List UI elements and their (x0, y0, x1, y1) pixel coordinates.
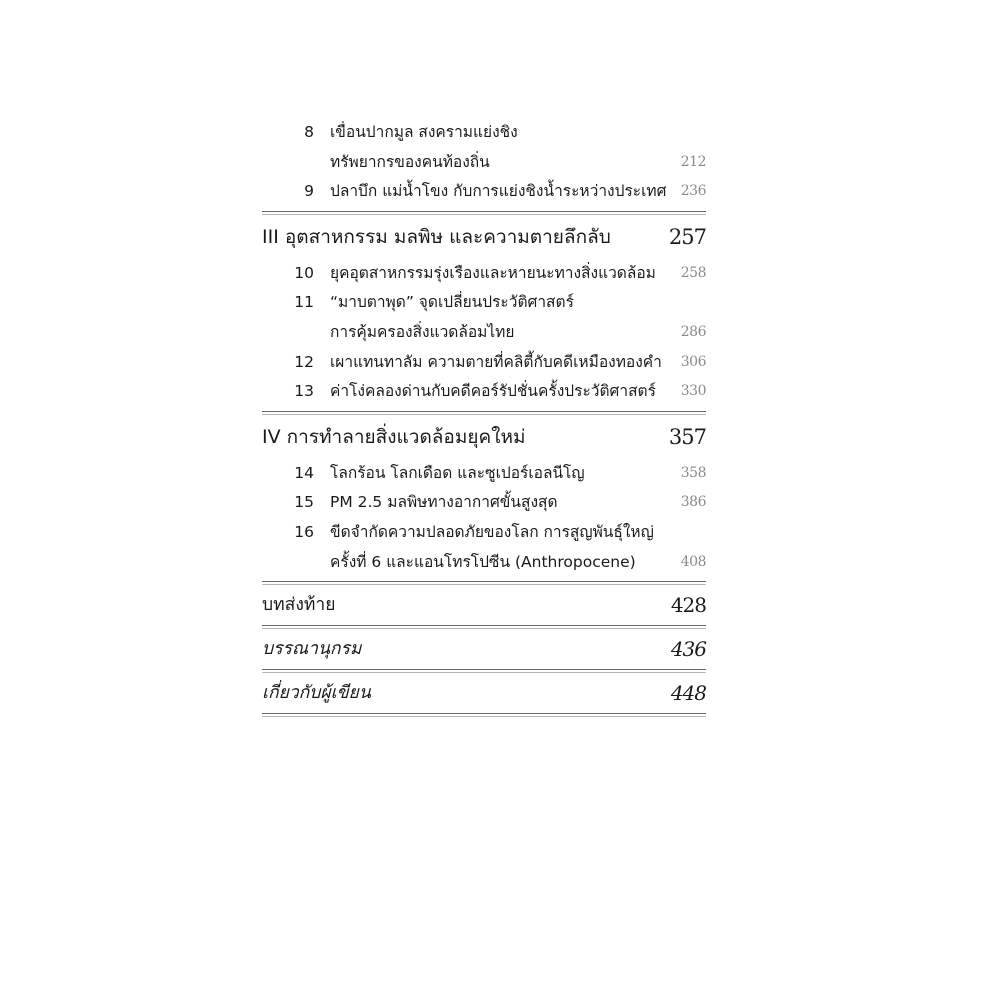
chapter-number: 9 (304, 182, 314, 201)
chapter-title-continued: การคุ้มครองสิ่งแวดล้อมไทย (330, 322, 515, 341)
page-number: 330 (680, 383, 706, 400)
chapter-number: 12 (294, 352, 314, 371)
epilogue-title: บทส่งท้าย (262, 595, 336, 616)
chapter-title: ยุคอุตสาหกรรมรุ่งเรืองและหายนะทางสิ่งแวดล้อม (330, 263, 656, 282)
page-number: 212 (680, 153, 706, 170)
chapter-title: เขื่อนปากมูล สงครามแย่งชิง (330, 123, 518, 141)
chapter-title: PM 2.5 มลพิษทางอากาศขั้นสูงสุด (330, 493, 558, 512)
chapter-title: โลกร้อน โลกเดือด และซูเปอร์เอลนีโญ (330, 463, 585, 482)
toc-part-4[interactable] (262, 415, 706, 459)
toc-entry-ch11-cont[interactable] (262, 318, 706, 348)
table-of-contents (262, 118, 706, 717)
chapter-number: 13 (294, 382, 314, 401)
toc-entry-ch16-cont[interactable] (262, 548, 706, 578)
page-number: 358 (680, 464, 706, 481)
toc-entry-ch9[interactable] (262, 177, 706, 207)
epilogue-page-number: 428 (670, 593, 706, 618)
section-divider (262, 713, 706, 717)
part-page-number: 257 (668, 224, 706, 249)
chapter-title-continued: ทรัพยากรของคนท้องถิ่น (330, 152, 490, 171)
chapter-number: 11 (294, 293, 314, 312)
page-number: 386 (680, 494, 706, 511)
chapter-title-continued: ครั้งที่ 6 และแอนโทรโปซีน (Anthropocene) (330, 552, 636, 571)
part-title: III อุตสาหกรรม มลพิษ และความตายลึกลับ (262, 225, 611, 248)
chapter-title: “มาบตาพุด” จุดเปลี่ยนประวัติศาสตร์ (330, 293, 574, 312)
toc-entry-ch15[interactable] (262, 488, 706, 518)
toc-about-author[interactable] (262, 673, 706, 713)
page-number: 236 (680, 183, 706, 200)
chapter-number: 16 (294, 522, 314, 541)
about-author-title: เกี่ยวกับผู้เขียน (262, 683, 371, 704)
part-page-number: 357 (668, 424, 706, 449)
chapter-title: ปลาบึก แม่น้ำโขง กับการแย่งชิงน้ำระหว่างประเทศ (330, 182, 667, 201)
page-number: 408 (680, 553, 706, 570)
toc-entry-ch10[interactable] (262, 259, 706, 289)
toc-epilogue[interactable] (262, 585, 706, 625)
chapter-title: ขีดจำกัดความปลอดภัยของโลก การสูญพันธุ์ใหญ่ (330, 522, 654, 541)
chapter-number: 10 (294, 263, 314, 282)
bibliography-page-number: 436 (670, 637, 706, 662)
chapter-title: เผาแทนทาลัม ความตายที่คลิตี้กับคดีเหมืองทองคำ (330, 352, 662, 371)
toc-bibliography[interactable] (262, 629, 706, 669)
toc-entry-ch16[interactable] (262, 518, 706, 548)
toc-entry-ch8-cont[interactable] (262, 148, 706, 178)
toc-entry-ch12[interactable] (262, 348, 706, 378)
toc-entry-ch8[interactable] (262, 118, 706, 148)
toc-entry-ch11[interactable] (262, 288, 706, 318)
toc-entry-ch14[interactable] (262, 459, 706, 489)
page-number: 286 (680, 323, 706, 340)
about-author-page-number: 448 (670, 681, 706, 706)
chapter-number: 14 (294, 463, 314, 482)
toc-entry-ch13[interactable] (262, 377, 706, 407)
chapter-number: 8 (304, 123, 314, 141)
chapter-number: 15 (294, 493, 314, 512)
page-number: 306 (680, 353, 706, 370)
chapter-title: ค่าโง่คลองด่านกับคดีคอร์รัปชั่นครั้งประวัติศาสตร์ (330, 382, 656, 401)
toc-part-3[interactable] (262, 215, 706, 259)
part-title: IV การทำลายสิ่งแวดล้อมยุคใหม่ (262, 425, 526, 448)
page-number: 258 (680, 264, 706, 281)
bibliography-title: บรรณานุกรม (262, 639, 362, 660)
